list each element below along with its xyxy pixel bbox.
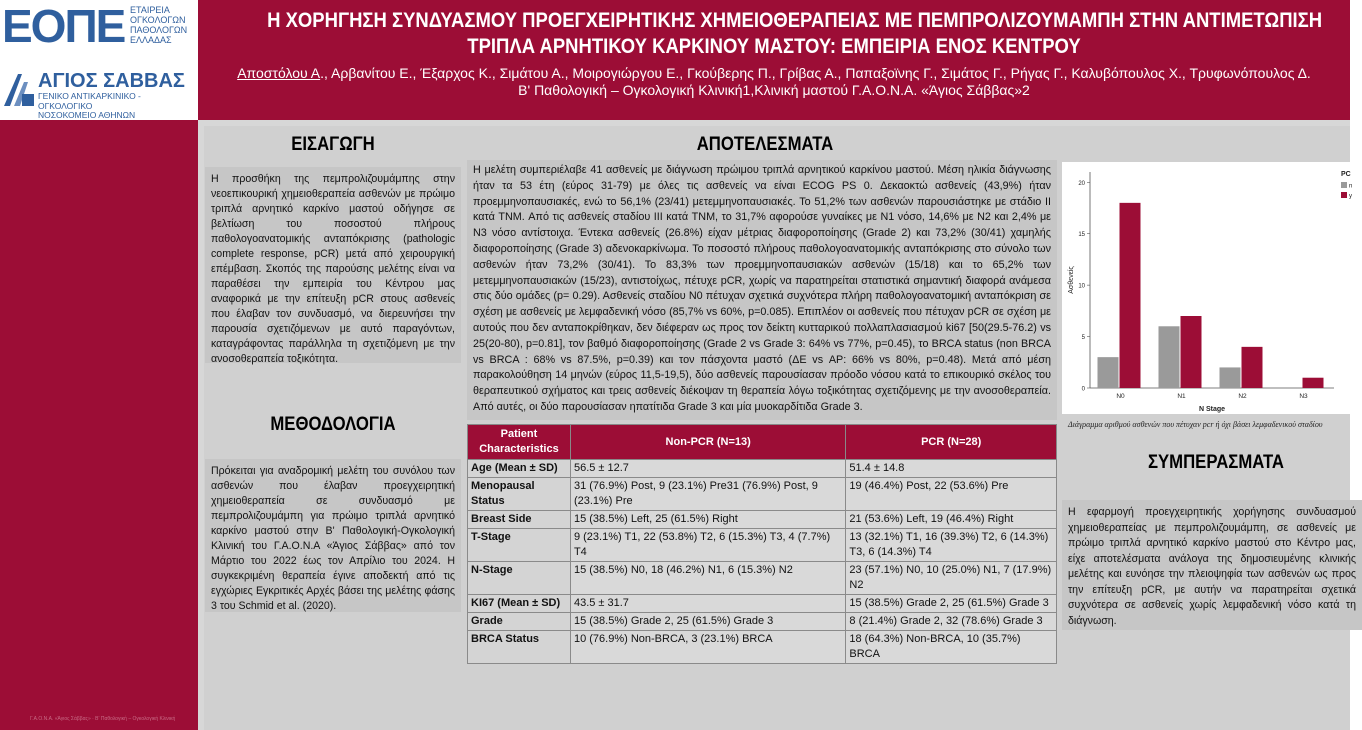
pcr-cell: 15 (38.5%) Grade 2, 25 (61.5%) Grade 3 [846,595,1057,613]
bar-n-N1 [1159,326,1180,388]
row-label: N-Stage [468,562,571,595]
results-text: Η μελέτη συμπεριέλαβε 41 ασθενείς με διάγνωση πρώιμου τριπλά αρνητικού καρκίνου μαστού. Μέση ηλικία διάγνωσης ήταν τα 53 έτη (εύρος 31-79) με όλες τις ασθενείς να είναι ECOG PS 0. Δεκαοκτώ ασθενείς (43,9%) ήταν προεμμηνοπαυσιακές, ενώ το 56,1% (23/41) μετεμμηνοπαυσιακές. Το 51,2% των ασθενών παρουσιάστηκε με στάδιο ΙΙ κατά TNM. Από τις ασθενείς σταδίου ΙΙΙ κατά TNM, το 31,7% αφορούσε γυναίκες με Ν1 νόσο, 14,6% με Ν2 και 2,4% με Ν3 νόσο αντίστοιχα. Έντεκα ασθενείς (26.8%) είχαν μέτριας διαφοροποίησης (Grade 2) και 73,2% (30/41) χαμηλής διαφοροποίησης (Grade 3) αδενοκαρκίνωμα. Το ποσοστό πλήρους παθολογοανατομικής ανταπόκρισης στο σύνολο των ασθενών ήταν 73,2% (30/41). Το 83,3% των προεμμηνοπαυσιακών ασθενών (15/18) και το 65,2% των μετεμμηνοπαυσιακών (15/23), αντιστοίχως, πέτυχε pCR, χωρίς να παρατηρείται στατιστικά σημαντική διαφορά ανάμεσα στις δύο ομάδες (p= 0.29). Ασθενείς σταδίου Ν0 πέτυχαν σχετικά συχνότερα πλήρη παθολογοανατομική ανταπόκριση σε σχέση με ασθενείς με λεμφαδενική νόσο (85,7% vs 60%, p=0.085). Επιπλέον οι ασθενείς που πέτυχαν pCR σε σχέση με αυτούς που δεν ανταποκρίθηκαν, δεν διέφεραν ως προς τον δείκτη κυτταρικού πολλαπλασιασμού ki67 [50(29.5-76.2) vs 25(20-80), p=0.81], τον βαθμό διαφοροποίησης (Grade 2 vs Grade 3: 64% vs 77%, p=0.45), το BRCA status (non BRCA vs BRCA : 68% vs 87.5%, p=0.39) και τον πάσχοντα μαστό (ΔΕ vs ΑΡ: 66% vs 80%, p=0.48). Μετά από μέση παρακολούθηση 14 μηνών (εύρος 11,5-19,5), δύο ασθενείς παρουσίασαν πρόοδο νόσου κατά το επικουρικό σκέλος του θεραπευτικού σχήματος και τρεις ασθενείς διέκοψαν τη θεραπεία λόγω τοξικότητας σχετιζόμενης με την ανοσοθεραπεία. Από αυτές, οι δύο παρουσίασαν ηπατίτιδα Grade 3 και μία μυοκαρδίτιδα Grade 3. [467,160,1057,420]
y-axis-label: Ασθενείς [1068,266,1075,294]
x-axis-label: N Stage [1198,406,1226,413]
table-row [468,631,1057,664]
table-row [468,595,1057,613]
table-header-cell: Patient Characteristics [468,425,571,460]
bar-n-N0 [1098,357,1119,388]
non-pcr-cell: 56.5 ± 12.7 [570,460,845,478]
bar-n-N2 [1220,367,1241,388]
row-label: BRCA Status [468,631,571,664]
bar-y-N1 [1181,316,1202,388]
row-label: Menopausal Status [468,478,571,511]
hospital-subtitle-line: ΓΕΝΙΚΟ ΑΝΤΙΚΑΡΚΙΝΙΚΟ - ΟΓΚΟΛΟΓΙΚΟ [38,91,141,111]
table-row [468,460,1057,478]
row-label: Age (Mean ± SD) [468,460,571,478]
eope-subtitle-line: ΕΛΛΑΔΑΣ [130,35,172,45]
eope-logo [2,2,194,50]
legend-label: n [1349,183,1353,190]
footnote: Γ.Α.Ο.Ν.Α. «Άγιος Σάββας» · Β' Παθολογική – Ογκολογική Κλινική [30,716,176,722]
first-author: Αποστόλου Α [237,65,321,81]
chart-caption: Διάγραμμα αριθμού ασθενών που πέτυχαν pcr ή όχι βάσει λεμφαδενικού σταδίου [1068,420,1323,429]
poster-title-line-1: Η ΧΟΡΗΓΗΣΗ ΣΥΝΔΥΑΣΜΟΥ ΠΡΟΕΓΧΕΙΡΗΤΙΚΗΣ ΧΗΜΕΙΟΘΕΡΑΠΕΙΑΣ ΜΕ ΠΕΜΠΡΟΛΙΖΟΥΜΑΜΠΗ ΣΤΗΝ ΑΝΤΙΜΕΤΩΠΙΣΗ [267,9,1323,32]
x-tick-label: N0 [1116,393,1125,400]
legend-swatch-n [1341,182,1347,188]
y-tick-label: 5 [1081,335,1085,342]
bar-y-N3 [1303,378,1324,388]
row-label: Breast Side [468,511,571,529]
table-row [468,478,1057,511]
non-pcr-cell: 31 (76.9%) Post, 9 (23.1%) Pre31 (76.9%) Post, 9 (23.1%) Pre [570,478,845,511]
y-tick-label: 15 [1078,232,1085,239]
y-tick-label: 20 [1078,180,1085,187]
legend-label: y [1349,193,1352,200]
non-pcr-cell: 43.5 ± 31.7 [570,595,845,613]
pcr-by-n-stage-chart-panel [1062,162,1352,414]
non-pcr-cell: 15 (38.5%) N0, 18 (46.2%) N1, 6 (15.3%) N2 [570,562,845,595]
pcr-cell: 13 (32.1%) T1, 16 (39.3%) T2, 6 (14.3%) T3, 6 (14.3%) T4 [846,529,1057,562]
conclusions-text: Η εφαρμογή προεγχειρητικής χορήγησης συνδυασμού χημειοθεραπείας με πεμπρολιζουμάμπη, σε ασθενείς με πρώιμο τριπλά αρνητικό καρκίνο μαστού στο Κέντρο μας, είχε αποτελέσματα ανάλογα της δημοσιευμένης κλινικής μελέτης και ευνόησε την πλειοψηφία των ασθενών ως προς την επίτευξη pCR, με αυτήν να παρατηρείται σχετικά συχνότερα σε ασθενείς χωρίς λεμφαδενική νόσο κατά τη διάγνωση. [1062,500,1362,630]
y-tick-label: 10 [1078,283,1085,290]
x-tick-label: N1 [1177,393,1186,400]
eope-logo-mark: ΕΟΠΕ [2,0,125,52]
pcr-by-n-stage-chart [1062,162,1352,414]
row-label: Grade [468,613,571,631]
table-row [468,529,1057,562]
bar-y-N2 [1242,347,1263,388]
hospital-subtitle [38,92,196,121]
row-label: T-Stage [468,529,571,562]
eope-subtitle-line: ΟΓΚΟΛΟΓΩΝ [130,15,186,25]
poster-header [198,0,1350,120]
hospital-name: ΑΓΙΟΣ ΣΑΒΒΑΣ [38,70,185,92]
eope-logo-subtitle [130,5,187,45]
non-pcr-cell: 15 (38.5%) Grade 2, 25 (61.5%) Grade 3 [570,613,845,631]
bar-y-N0 [1120,203,1141,388]
y-tick-label: 0 [1081,386,1085,393]
poster-title-line-2: ΤΡΙΠΛΑ ΑΡΝΗΤΙΚΟΥ ΚΑΡΚΙΝΟΥ ΜΑΣΤΟΥ: ΕΜΠΕΙΡΙΑ ΕΝΟΣ ΚΕΝΤΡΟΥ [467,35,1081,58]
table-row [468,613,1057,631]
hospital-subtitle-line: ΝΟΣΟΚΟΜΕΙΟ ΑΘΗΝΩΝ [38,110,136,120]
conclusions-heading: ΣΥΜΠΕΡΑΣΜΑΤΑ [1147,452,1285,473]
pcr-cell: 21 (53.6%) Left, 19 (46.4%) Right [846,511,1057,529]
pcr-cell: 51.4 ± 14.8 [846,460,1057,478]
legend-title: PC [1341,171,1351,178]
table-row [468,511,1057,529]
row-label: KI67 (Mean ± SD) [468,595,571,613]
methods-text: Πρόκειται για αναδρομική μελέτη του συνόλου των ασθενών που έλαβαν προεγχειρητική χημειοθεραπεία σε συνδυασμό με πεμπρολιζουμάμπη για πρώιμο τριπλά αρνητικό καρκίνο μαστού στην Β' Παθολογική-Ογκολογική Κλινική του Γ.Α.Ο.Ν.Α «Άγιος Σάββας» από τον Μάρτιο του 2022 έως τον Απρίλιο του 2024. Η συγκεκριμένη θεραπεία έγινε αποδεκτή από τις εγχώριες Εγκριτικές Αρχές βάσει της μελέτης φάσης 3 του Schmid et al. (2020). [205,459,461,612]
agios-savvas-logo [2,68,196,120]
pcr-cell: 19 (46.4%) Post, 22 (53.6%) Pre [846,478,1057,511]
eope-subtitle-line: ΕΤΑΙΡΕΙΑ [130,5,170,15]
non-pcr-cell: 15 (38.5%) Left, 25 (61.5%) Right [570,511,845,529]
authors-list [198,64,1350,82]
affiliation: Β' Παθολογική – Ογκολογική Κλινική1,Κλινική μαστού Γ.Α.Ο.Ν.Α. «Άγιος Σάββας»2 [518,82,1030,98]
pcr-cell: 23 (57.1%) N0, 10 (25.0%) N1, 7 (17.9%) N2 [846,562,1057,595]
left-sidebar [0,120,198,730]
non-pcr-cell: 10 (76.9%) Non-BRCA, 3 (23.1%) BRCA [570,631,845,664]
pcr-cell: 18 (64.3%) Non-BRCA, 10 (35.7%) BRCA [846,631,1057,664]
hospital-logo-icon [2,72,36,108]
patient-characteristics-table [467,424,1057,664]
table-header-cell: Non-PCR (N=13) [570,425,845,460]
logos-panel [0,0,198,120]
other-authors: ., Αρβανίτου Ε., Έξαρχος Κ., Σιμάτου Α., Μοιρογιώργου Ε., Γκούβερης Π., Γρίβας Α., Παπαξοϊνης Γ., Σιμάτος Γ., Ρήγας Γ., Καλυβόπουλος Χ., Τρυφωνόπουλος Δ. [320,65,1311,81]
intro-text: Η προσθήκη της πεμπρολιζουμάμπης στην νεοεπικουρική χημειοθεραπεία ασθενών με πρώιμο τριπλά αρνητικό καρκίνο μαστού οδήγησε σε βελτίωση του ποσοστού πλήρους παθολογοανατομικής ανταπόκρισης (pathologic complete response, pCR) μετά από χειρουργική επέμβαση. Σκοπός της παρούσης μελέτης είναι να παραθέσει την εμπειρία του Κέντρου μας αναφορικά με την επίτευξη pCR στους ασθενείς που έλαβαν τον συνδυασμό, να διερευνήσει την παρουσία σχετιζόμενων με αυτό παραγόντων, καταγράφοντας παράλληλα τη σχετιζόμενη με την ανοσοθεραπεία τοξικότητα. [205,167,461,363]
eope-subtitle-line: ΠΑΘΟΛΟΓΩΝ [130,25,188,35]
methods-heading: ΜΕΘΟΔΟΛΟΓΙΑ [270,414,396,435]
table-header-cell: PCR (N=28) [846,425,1057,460]
intro-heading: ΕΙΣΑΓΩΓΗ [291,134,375,155]
pcr-cell: 8 (21.4%) Grade 2, 32 (78.6%) Grade 3 [846,613,1057,631]
x-tick-label: N2 [1238,393,1247,400]
results-heading: ΑΠΟΤΕΛΕΣΜΑΤΑ [696,134,834,155]
table-header-row [468,425,1057,460]
non-pcr-cell: 9 (23.1%) T1, 22 (53.8%) T2, 6 (15.3%) T3, 4 (7.7%) T4 [570,529,845,562]
table-row [468,562,1057,595]
x-tick-label: N3 [1299,393,1308,400]
legend-swatch-y [1341,192,1347,198]
